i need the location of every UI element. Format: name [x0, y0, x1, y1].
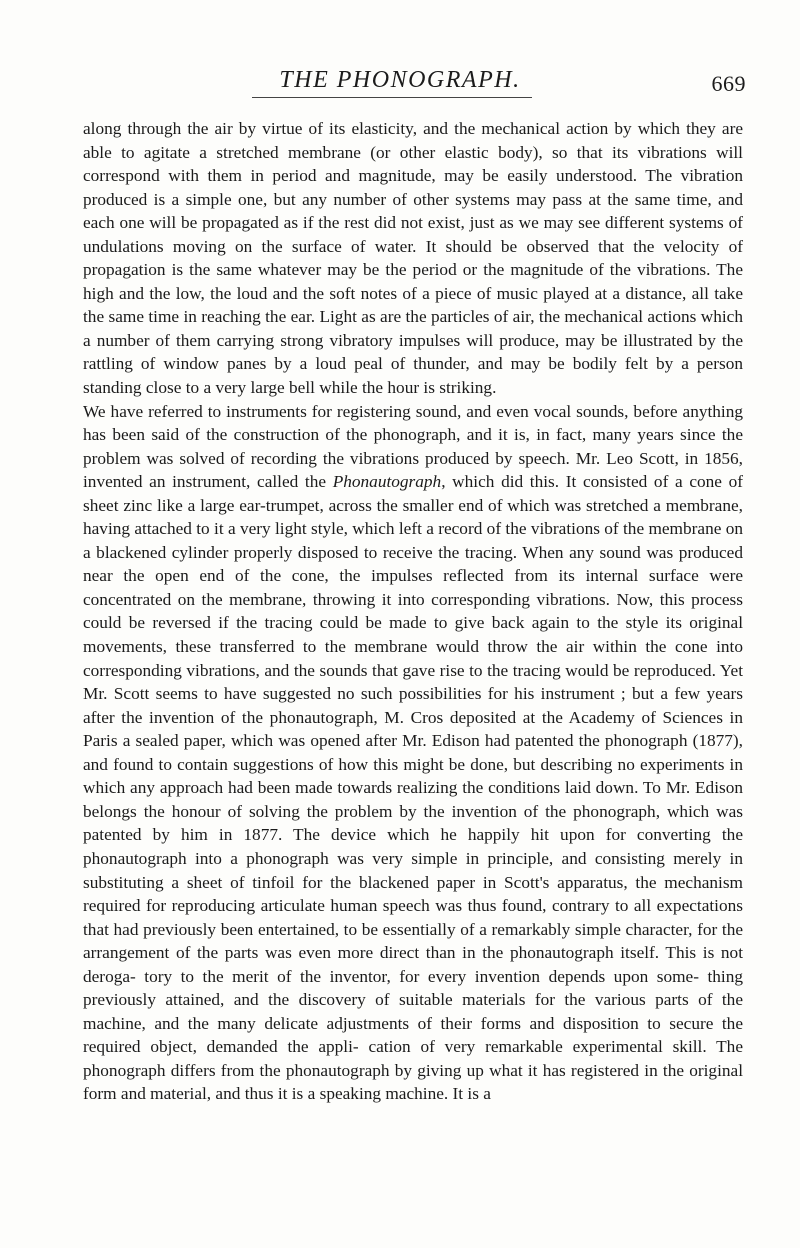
paragraph-2: We have referred to instruments for registering sound, and even vocal sounds, before anything has been said of the construction of the phonograph, and it is, in fact, many years since the problem was solved of recording the vibrations produced by speech. Mr. Leo Scott, in 1856, invented an instrument, called the Phonautograph, which did this. It consisted of a cone of sheet zinc like a large ear-trumpet, across the smaller end of which was stretched a membrane, having attached to it a very light style, which left a record of the vibrations of the membrane on a blackened cylinder properly disposed to receive the tracing. When any sound was produced near the open end of the cone, the impulses reflected from its internal surface were concentrated on the membrane, throwing it into corresponding vibrations. Now, this process could be reversed if the tracing could be made to give back again to the style its original movements, these transferred to the membrane would throw the air within the cone into corresponding vibrations, and the sounds that gave rise to the tracing would be reproduced. Yet Mr. Scott seems to have suggested no such possibilities for his instrument ; but a few years after the invention of the phonautograph, M. Cros deposited at the Academy of Sciences in Paris a sealed paper, which was opened after Mr. Edison had patented the phonograph (1877), and found to contain suggestions of how this might be done, but describing no experiments in which any approach had been made towards realizing the conditions laid down. To Mr. Edison belongs the honour of solving the problem by the invention of the phonograph, which was patented by him in 1877. The device which he happily hit upon for converting the phonautograph into a phonograph was very simple in principle, and consisting merely in substituting a sheet of tinfoil for the blackened paper in Scott's apparatus, the mechanism required for reproducing articulate human speech was thus found, contrary to all expectations that had previously been entertained, to be essentially of a remarkably simple character, for the arrangement of the parts was even more direct than in the phonautograph itself. This is not deroga- tory to the merit of the inventor, for every invention depends upon some- thing previously attained, and the discovery of suitable materials for the various parts of the machine, and the many delicate adjustments of their forms and disposition to secure the required object, demanded the appli- cation of very remarkable experimental skill. The phonograph differs from the phonautograph by giving up what it has registered in the original form and material, and thus it is a speaking machine. It is a — [83, 401, 743, 1104]
paragraph-1: along through the air by virtue of its elasticity, and the mechanical action by which they are able to agitate a stretched membrane (or other elastic body), so that its vibrations will correspond with them in period and magnitude, may be easily understood. The vibration produced is a simple one, but any number of other systems may pass at the same time, and each one will be propagated as if the rest did not exist, just as we may see different systems of undulations moving on the surface of water. It should be observed that the velocity of propagation is the same whatever may be the period or the magnitude of the vibrations. The high and the low, the loud and the soft notes of a piece of music played at a distance, all take the same time in reaching the ear. Light as are the particles of air, the mechanical actions which a number of them carrying strong vibratory impulses will produce, may be illustrated by the rattling of window panes by a loud peal of thunder, and may be bodily felt by a person standing close to a very large bell while the hour is striking. — [83, 119, 743, 398]
header-rule — [252, 97, 532, 98]
running-head — [0, 66, 800, 106]
instrument-name: Phonautograph — [332, 472, 442, 492]
body-text — [83, 117, 743, 1106]
running-title: THE PHONOGRAPH. — [279, 67, 521, 93]
page-number: 669 — [711, 71, 746, 96]
